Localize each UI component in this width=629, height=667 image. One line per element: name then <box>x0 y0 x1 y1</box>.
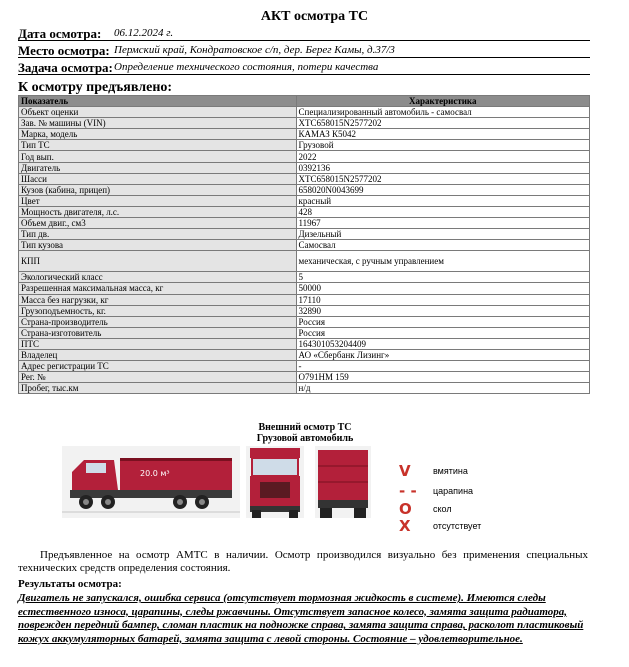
legend-item <box>395 517 515 535</box>
col-param-header: Показатель <box>19 96 297 107</box>
param-cell: Рег. № <box>19 372 297 383</box>
results-text: Двигатель не запускался, ошибка сервиса (отсутствует тормозная жидкость в системе). Имеются следы естественного износа, царапины, следы ржавчины. Отсутствует запасное колесо, замята защита радиатора, поврежден передний бампер, сломан пластик на подножке справа, замята защита справа, расколот пластиковый кожух аккумуляторных батарей, замята защита с левой стороны. Состояние – удовлетворительное. <box>18 592 584 645</box>
legend-text: вмятина <box>433 466 468 476</box>
param-cell: ПТС <box>19 338 297 349</box>
value-cell: XTC658015N2577202 <box>296 118 589 129</box>
param-cell: Экологический класс <box>19 272 297 283</box>
param-cell: КПП <box>19 251 297 272</box>
param-cell: Цвет <box>19 195 297 206</box>
results-title: Результаты осмотра: <box>18 578 122 590</box>
table-row <box>19 316 590 327</box>
legend-item <box>395 462 515 480</box>
table-row <box>19 361 590 372</box>
value-cell: Грузовой <box>296 140 589 151</box>
param-cell: Год вып. <box>19 151 297 162</box>
task-row <box>18 60 590 75</box>
table-row <box>19 229 590 240</box>
date-label: Дата осмотра: <box>18 26 102 41</box>
value-cell: 164301053204409 <box>296 338 589 349</box>
truck-front-photo <box>246 446 304 518</box>
table-row <box>19 305 590 316</box>
value-cell: О791НМ 159 <box>296 372 589 383</box>
value-cell: Россия <box>296 316 589 327</box>
param-cell: Объект оценки <box>19 107 297 118</box>
table-row <box>19 372 590 383</box>
table-row <box>19 195 590 206</box>
truck-volume-label: 20.0 м³ <box>140 469 170 478</box>
param-cell: Шасси <box>19 173 297 184</box>
table-header-row <box>19 96 590 107</box>
param-cell: Разрешенная максимальная масса, кг <box>19 283 297 294</box>
value-cell: Самосвал <box>296 240 589 251</box>
value-cell: механическая, с ручным управлением <box>296 251 589 272</box>
exterior-title <box>225 422 385 444</box>
param-cell: Тип ТС <box>19 140 297 151</box>
table-row <box>19 140 590 151</box>
value-cell: 0392136 <box>296 162 589 173</box>
value-cell: 32890 <box>296 305 589 316</box>
table-row <box>19 338 590 349</box>
legend-text: царапина <box>433 486 474 496</box>
value-cell: 658020N0043699 <box>296 184 589 195</box>
table-row <box>19 327 590 338</box>
value-cell: 50000 <box>296 283 589 294</box>
param-cell: Владелец <box>19 349 297 360</box>
missing-icon: X <box>399 517 411 535</box>
table-row <box>19 272 590 283</box>
place-row <box>18 43 590 58</box>
param-cell: Адрес регистрации ТС <box>19 361 297 372</box>
dent-icon: V <box>399 462 411 480</box>
param-cell: Страна-изготовитель <box>19 327 297 338</box>
spec-table <box>18 95 590 394</box>
table-row <box>19 107 590 118</box>
value-cell: КАМАЗ К5042 <box>296 129 589 140</box>
table-row <box>19 251 590 272</box>
date-row <box>18 26 590 41</box>
table-row <box>19 283 590 294</box>
value-cell: - <box>296 361 589 372</box>
param-cell: Тип дв. <box>19 229 297 240</box>
param-cell: Кузов (кабина, прицеп) <box>19 184 297 195</box>
table-row <box>19 240 590 251</box>
truck-side-photo <box>62 446 240 518</box>
value-cell: 2022 <box>296 151 589 162</box>
place-label: Место осмотра: <box>18 43 110 58</box>
param-cell: Грузоподъемность, кг. <box>19 305 297 316</box>
presented-heading: К осмотру предъявлено: <box>18 80 173 95</box>
value-cell: н/д <box>296 383 589 394</box>
table-row <box>19 383 590 394</box>
table-row <box>19 294 590 305</box>
table-row <box>19 118 590 129</box>
value-cell: 11967 <box>296 218 589 229</box>
value-cell: Специализированный автомобиль - самосвал <box>296 107 589 118</box>
param-cell: Зав. № машины (VIN) <box>19 118 297 129</box>
value-cell: Россия <box>296 327 589 338</box>
place-value: Пермский край, Кондратовское с/п, дер. Берег Камы, д.37/3 <box>114 44 395 56</box>
value-cell: 17110 <box>296 294 589 305</box>
value-cell: АО «Сбербанк Лизинг» <box>296 349 589 360</box>
value-cell: 5 <box>296 272 589 283</box>
table-row <box>19 173 590 184</box>
param-cell: Марка, модель <box>19 129 297 140</box>
table-row <box>19 184 590 195</box>
param-cell: Пробег, тыс.км <box>19 383 297 394</box>
value-cell: 428 <box>296 206 589 217</box>
table-row <box>19 218 590 229</box>
chip-icon: O <box>399 500 412 518</box>
legend-item <box>395 500 515 518</box>
scratch-icon: - - <box>399 482 417 500</box>
date-value: 06.12.2024 г. <box>114 27 174 39</box>
exterior-title-line1: Внешний осмотр ТС <box>258 422 352 433</box>
param-cell: Объем двиг., см3 <box>19 218 297 229</box>
col-value-header: Характеристика <box>296 96 589 107</box>
value-cell: Дизельный <box>296 229 589 240</box>
table-row <box>19 349 590 360</box>
table-row <box>19 206 590 217</box>
spec-table-body <box>19 107 590 394</box>
act-title: АКТ осмотра ТС <box>260 9 369 24</box>
task-value: Определение технического состояния, потери качества <box>114 61 379 73</box>
param-cell: Масса без нагрузки, кг <box>19 294 297 305</box>
legend-text: отсутствует <box>433 521 482 531</box>
inspection-paragraph: Предъявленное на осмотр АМТС в наличии. Осмотр производился визуально без применения специальных технических средств определения состояния. <box>18 549 588 574</box>
param-cell: Двигатель <box>19 162 297 173</box>
value-cell: красный <box>296 195 589 206</box>
task-label: Задача осмотра: <box>18 60 113 75</box>
param-cell: Тип кузова <box>19 240 297 251</box>
param-cell: Страна-производитель <box>19 316 297 327</box>
table-row <box>19 129 590 140</box>
param-cell: Мощность двигателя, л.с. <box>19 206 297 217</box>
legend-item <box>395 482 515 500</box>
exterior-title-line2: Грузовой автомобиль <box>256 433 354 444</box>
truck-rear-photo <box>315 446 371 518</box>
table-row <box>19 162 590 173</box>
legend-text: скол <box>433 504 452 514</box>
value-cell: XTC658015N2577202 <box>296 173 589 184</box>
table-row <box>19 151 590 162</box>
